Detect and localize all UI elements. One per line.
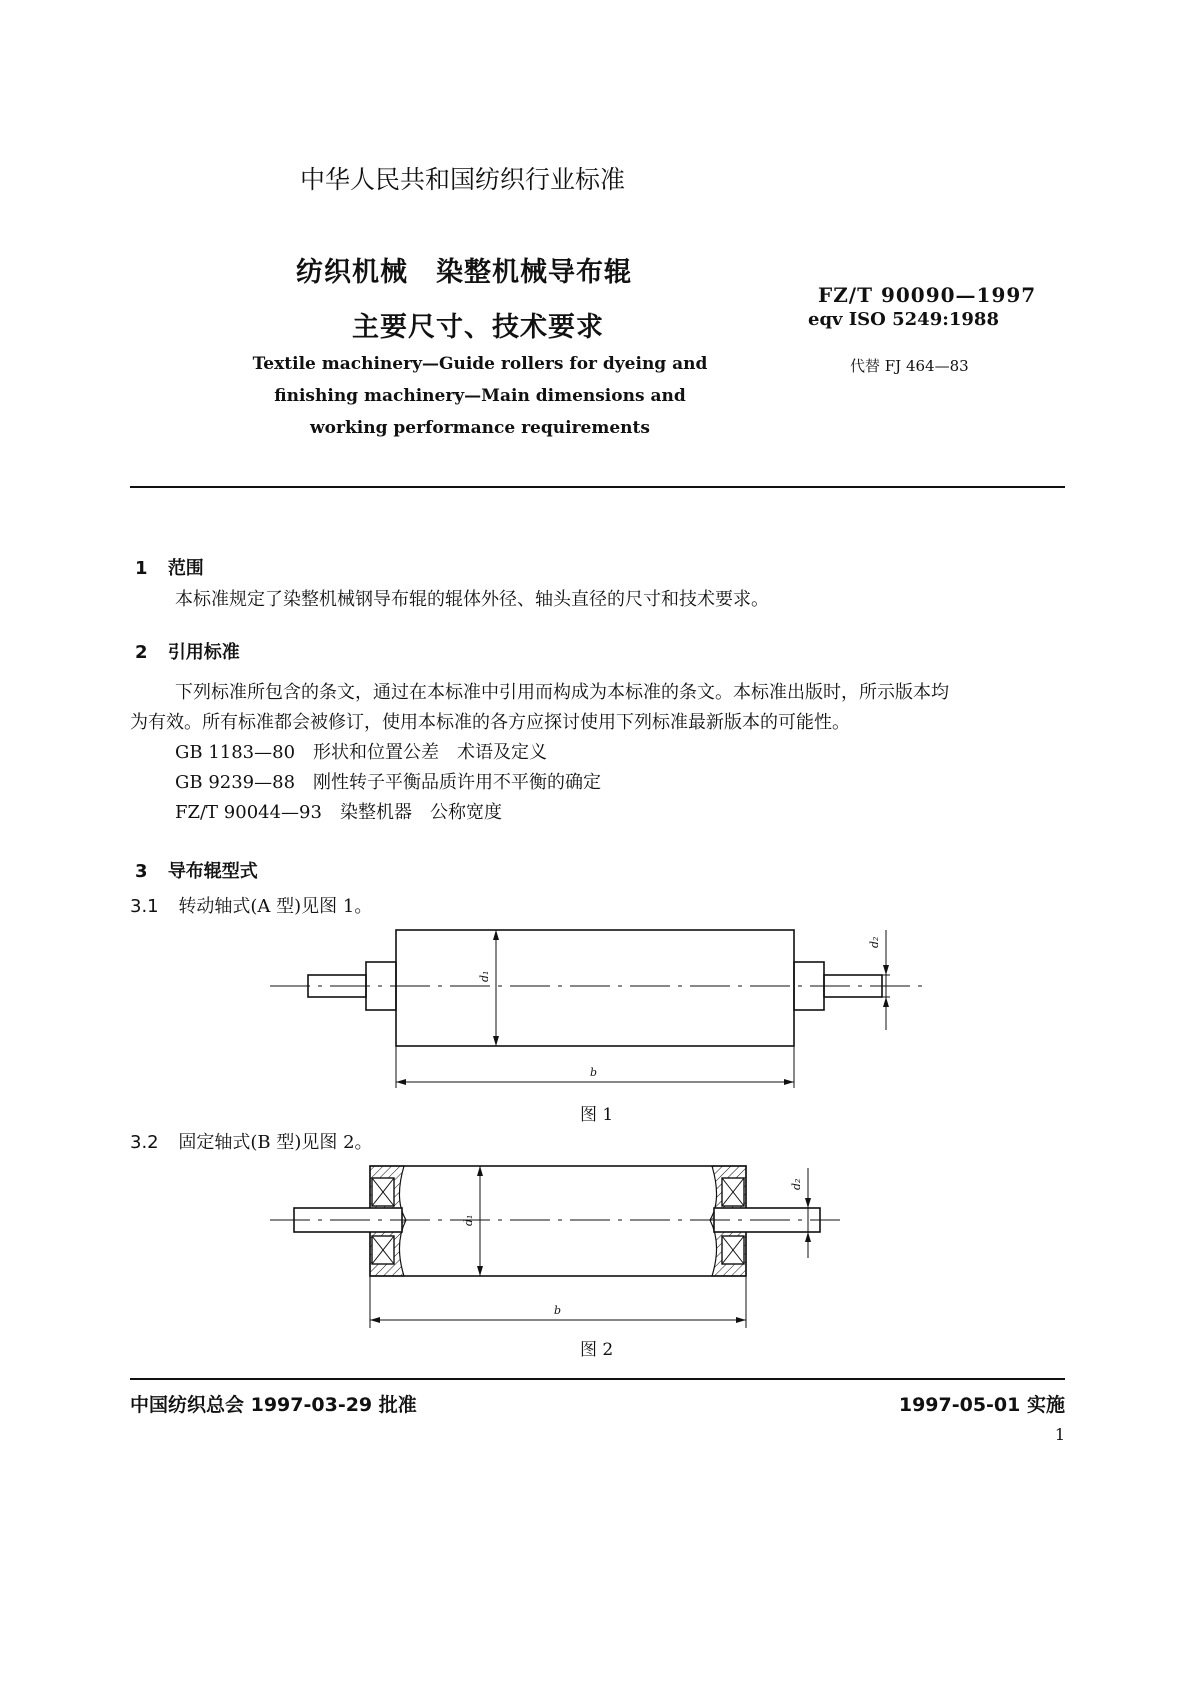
standard-number: FZ/T 90090—1997: [818, 283, 1037, 307]
header-rule: [130, 486, 1065, 488]
subsection-3-2-number: 3.2: [130, 1132, 159, 1153]
roller-body: [396, 930, 794, 1046]
d1-label: d₁: [462, 1214, 475, 1226]
document-title-line1: 纺织机械 染整机械导布辊: [296, 257, 632, 288]
b-arrow-right: [736, 1317, 746, 1323]
section-3-heading: [135, 857, 258, 883]
section-2-text-line1: 下列标准所包含的条文，通过在本标准中引用而构成为本标准的条文。本标准出版时，所示版本均: [175, 682, 949, 703]
reference-item: GB 1183—80 形状和位置公差 术语及定义: [175, 742, 548, 763]
d1-arrow-top: [477, 1166, 483, 1176]
b-arrow-left: [370, 1317, 380, 1323]
d2-label: d₂: [868, 936, 881, 948]
english-title-line3: working performance requirements: [310, 418, 650, 438]
subsection-3-1-text: 转动轴式(A 型)见图 1。: [178, 896, 373, 917]
b-arrow-right: [784, 1079, 794, 1085]
b-label: b: [590, 1066, 598, 1079]
section-1-number: 1: [135, 558, 148, 579]
english-title-line2: finishing machinery—Main dimensions and: [274, 386, 686, 406]
b-label: b: [554, 1304, 562, 1317]
approval-date: 中国纺织总会 1997-03-29 批准: [130, 1394, 417, 1416]
section-1-heading: [135, 554, 204, 580]
b-arrow-left: [396, 1079, 406, 1085]
section-2-heading: [135, 638, 240, 664]
subsection-3-2-text: 固定轴式(B 型)见图 2。: [178, 1132, 373, 1153]
footer-rule: [130, 1378, 1065, 1380]
subsection-3-1: [130, 892, 372, 922]
figure-2-drawing: [270, 1160, 930, 1420]
d1-label: d₁: [478, 970, 491, 982]
english-title-line1: Textile machinery—Guide rollers for dyeing and: [252, 354, 708, 374]
section-2-number: 2: [135, 642, 148, 663]
effective-date: 1997-05-01 实施: [898, 1394, 1065, 1416]
section-1-title: 范围: [167, 558, 204, 579]
section-2-text-line2: 为有效。所有标准都会被修订，使用本标准的各方应探讨使用下列标准最新版本的可能性。: [130, 712, 850, 733]
page-number: 1: [1054, 1425, 1065, 1444]
section-2-title: 引用标准: [167, 642, 240, 663]
d2-arrow-top: [805, 1198, 811, 1208]
d2-arrow-bottom: [805, 1232, 811, 1242]
roller-shell: [370, 1166, 746, 1276]
reference-item: GB 9239—88 刚性转子平衡品质许用不平衡的确定: [175, 772, 602, 793]
figure-1-caption: 图 1: [580, 1105, 614, 1125]
d1-arrow-bottom: [493, 1036, 499, 1046]
d2-arrow-bottom: [883, 997, 889, 1007]
d2-arrow-top: [883, 965, 889, 975]
section-3-number: 3: [135, 861, 148, 882]
d2-label: d₂: [790, 1178, 803, 1190]
reference-item: FZ/T 90044—93 染整机器 公称宽度: [175, 802, 502, 823]
d1-arrow-bottom: [477, 1266, 483, 1276]
document-title-line2: 主要尺寸、技术要求: [352, 312, 604, 343]
replaces-standard: 代替 FJ 464—83: [850, 357, 969, 375]
subsection-3-2: [130, 1128, 373, 1158]
section-3-title: 导布辊型式: [167, 861, 258, 882]
section-1-text: 本标准规定了染整机械钢导布辊的辊体外径、轴头直径的尺寸和技术要求。: [175, 589, 769, 610]
d1-arrow-top: [493, 930, 499, 940]
issuing-body-title: 中华人民共和国纺织行业标准: [300, 165, 626, 194]
subsection-3-1-number: 3.1: [130, 896, 159, 917]
figure-2-caption: 图 2: [580, 1340, 614, 1360]
equivalent-standard: eqv ISO 5249:1988: [808, 309, 999, 330]
